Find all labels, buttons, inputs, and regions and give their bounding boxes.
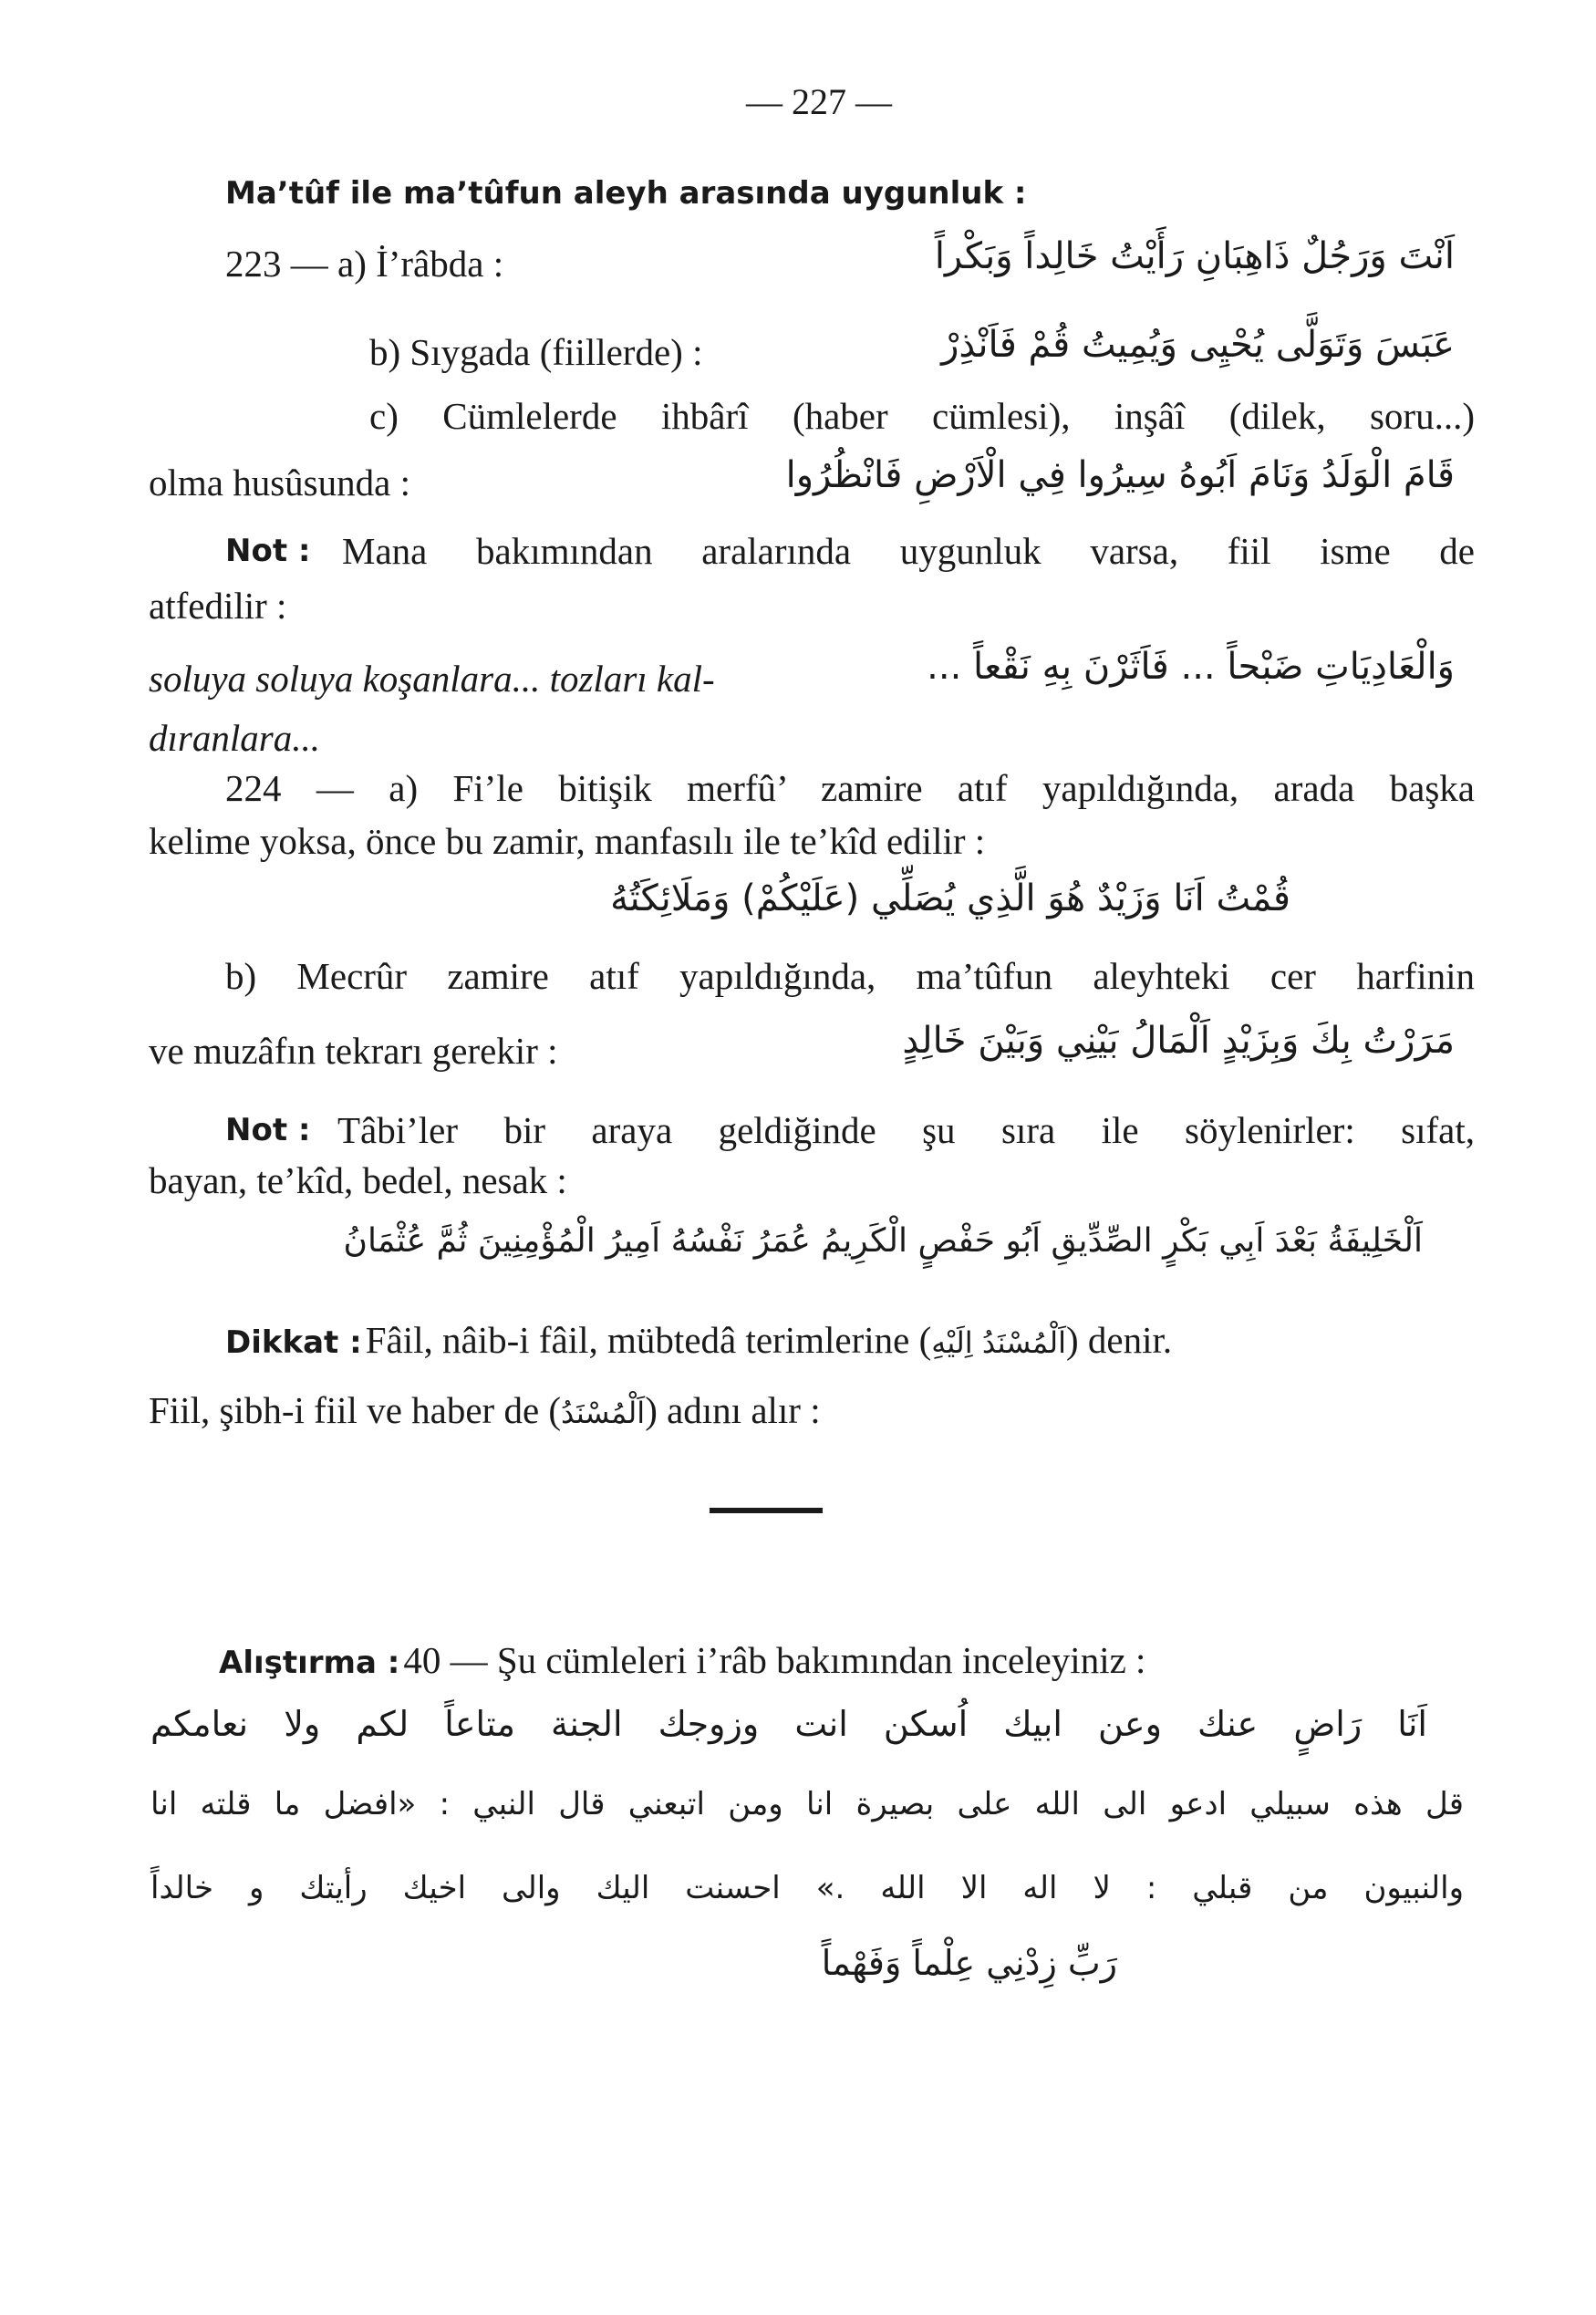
item-223-c-arabic: قَامَ الْوَلَدُ وَنَامَ اَبُوهُ سِيرُوا فِي الْاَرْضِ فَانْظُرُوا bbox=[785, 454, 1455, 496]
dikkat-line1 bbox=[225, 1318, 1475, 1362]
note-translation-line1: soluya soluya koşanlara... tozları kal- bbox=[149, 658, 715, 700]
item-224-a-line1: 224 — a) Fi’le bitişik merfû’ zamire atıf yapıldığında, arada başka bbox=[225, 767, 1475, 809]
item-223-a-arabic: اَنْتَ وَرَجُلٌ ذَاهِبَانِ رَأَيْتُ خَالِداً وَبَكْراً bbox=[934, 235, 1455, 277]
exercise-label: Alıştırma : bbox=[219, 1645, 400, 1681]
note2-text-line2: bayan, te’kîd, bedel, nesak : bbox=[149, 1159, 567, 1201]
exercise-title: 40 — Şu cümleleri i’râb bakımından inceleyiniz : bbox=[403, 1639, 1146, 1681]
item-223-b-label: b) Sıygada (fiillerde) : bbox=[369, 331, 703, 373]
item-224-b-arabic: مَرَرْتُ بِكَ وَبِزَيْدٍ اَلْمَالُ بَيْنِي وَبَيْنَ خَالِدٍ bbox=[902, 1020, 1455, 1062]
dikkat-text-after: ) denir. bbox=[1066, 1319, 1173, 1361]
dikkat-label: Dikkat : bbox=[225, 1324, 362, 1361]
note-text-line1: Mana bakımından aralarında uygunluk varsa, fiil isme de bbox=[342, 530, 1475, 572]
exercise-arabic-line: اَنَا رَاضٍ عنك وعن ابيك اُسكن انت وزوجك الجنة متاعاً لكم ولا نعامكم bbox=[150, 1704, 1427, 1744]
page-number: — 227 — bbox=[746, 81, 892, 122]
item-223-c-line1: c) Cümlelerde ihbârî (haber cümlesi), inşâî (dilek, soru...) bbox=[369, 395, 1475, 437]
item-224-b-line2: ve muzâfın tekrarı gerekir : bbox=[149, 1030, 558, 1072]
section-title: Ma’tûf ile ma’tûfun aleyh arasında uygunluk : bbox=[225, 175, 1027, 212]
item-224-a-arabic: قُمْتُ اَنَا وَزَيْدٌ هُوَ الَّذِي يُصَلِّي (عَلَيْكُمْ) وَمَلَائِكَتُهُ bbox=[610, 877, 1290, 919]
dikkat-arabic-2: اَلْمُسْنَدُ bbox=[561, 1396, 646, 1430]
note2-arabic: اَلْخَلِيفَةُ بَعْدَ اَبِي بَكْرٍ الصِّدِّيقِ اَبُو حَفْصٍ الْكَرِيمُ عُمَرُ نَفْسُهُ اَمِيرُ الْمُؤْمِنِينَ ثُمَّ عُثْمَانُ bbox=[343, 1222, 1423, 1260]
note-translation-line2: dıranlara... bbox=[149, 717, 320, 759]
dikkat-arabic-1: اَلْمُسْنَدُ اِلَيْهِ bbox=[931, 1325, 1066, 1360]
note-label: Not : bbox=[225, 533, 311, 569]
note-arabic: وَالْعَادِيَاتِ ضَبْحاً ... فَاَثَرْنَ بِهِ نَقْعاً ... bbox=[927, 646, 1455, 688]
item-224-b-line1: b) Mecrûr zamire atıf yapıldığında, ma’tûfun aleyhteki cer harfinin bbox=[225, 955, 1475, 997]
exercise-arabic-line: قل هذه سبيلي ادعو الى الله على بصيرة انا ومن اتبعني قال النبي : «افضل ما قلته انا bbox=[150, 1786, 1464, 1822]
dikkat-line2-before: Fiil, şibh-i fiil ve haber de ( bbox=[149, 1389, 562, 1431]
item-223-b-arabic: عَبَسَ وَتَوَلَّى يُحْيِى وَيُمِيتُ قُمْ فَاَنْذِرْ bbox=[941, 324, 1455, 366]
exercise-heading bbox=[219, 1638, 1145, 1682]
dikkat-line2 bbox=[149, 1388, 821, 1432]
item-223-c-line2: olma husûsunda : bbox=[149, 462, 410, 503]
exercise-arabic-line: رَبِّ زِدْنِي عِلْماً وَفَهْماً bbox=[821, 1943, 1117, 1983]
item-224-a-line2: kelime yoksa, önce bu zamir, manfasılı ile te’kîd edilir : bbox=[149, 820, 986, 862]
note2-label: Not : bbox=[225, 1112, 311, 1148]
item-223-a-label: 223 — a) İ’râbda : bbox=[225, 243, 504, 285]
dikkat-line2-after: ) adını alır : bbox=[645, 1389, 821, 1431]
note-text-line2: atfedilir : bbox=[149, 585, 287, 627]
note2-text-line1: Tâbi’ler bir araya geldiğinde şu sıra ile söylenirler: sıfat, bbox=[337, 1109, 1475, 1151]
exercise-arabic-line: والنبيون من قبلي : لا اله الا الله .» احسنت اليك والى اخيك رأيتك و خالداً bbox=[150, 1870, 1464, 1906]
dikkat-text-before: Fâil, nâib-i fâil, mübtedâ terimlerine ( bbox=[365, 1319, 932, 1361]
section-divider bbox=[710, 1508, 823, 1513]
